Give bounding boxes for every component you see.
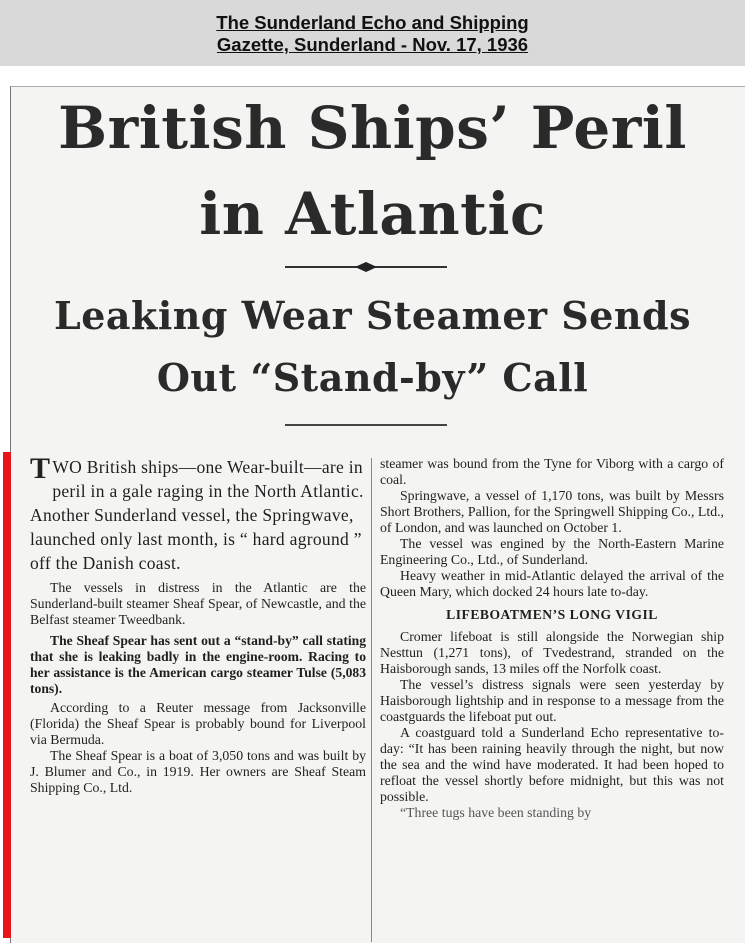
paragraph-vessels-in-distress: The vessels in distress in the Atlantic are the Sunderland-built steamer Sheaf Spear, of Newcastle, and the Belfast steamer Tweedbank. (30, 580, 366, 627)
paragraph-viborg-cargo: steamer was bound from the Tyne for Viborg with a cargo of coal. (380, 456, 724, 487)
paragraph-cromer-lifeboat: Cromer lifeboat is still alongside the Norwegian ship Nesttun (1,271 tons), of Tvedestrand, stranded on the Haisborough sands, 13 miles off the Norfolk coast. (380, 629, 724, 676)
column-right (380, 456, 724, 821)
paragraph-springwave: Springwave, a vessel of 1,170 tons, was built by Messrs Short Brothers, Pallion, for the Springwell Shipping Co., Ltd., of London, and was launched on October 1. (380, 488, 724, 535)
paragraph-queen-mary: Heavy weather in mid-Atlantic delayed the arrival of the Queen Mary, which docked 24 hours late to-day. (380, 568, 724, 599)
ornament-divider-icon (285, 260, 447, 274)
subheadline-line-2: Out “Stand-by” Call (156, 355, 589, 400)
highlight-marker (3, 452, 11, 938)
paragraph-coastguard-quote: A coastguard told a Sunderland Echo representative to-day: “It has been raining heavily through the night, but now the sea and the wind have moderated. It had been hoped to refloat the vessel shortly before midnight, but this was not possible. (380, 725, 724, 804)
drop-cap: T (30, 452, 51, 485)
page-title-line-1: The Sunderland Echo and Shipping (216, 12, 529, 33)
paragraph-engine-builder: The vessel was engined by the North-Eastern Marine Engineering Co., Ltd., of Sunderland. (380, 536, 724, 567)
headline-line-2: in Atlantic (199, 180, 546, 248)
column-left (30, 452, 366, 796)
lead-paragraph (30, 452, 366, 575)
paragraph-distress-signals: The vessel’s distress signals were seen yesterday by Haisborough lightship and in response to a message from the coastguards the lifeboat put out. (380, 677, 724, 724)
lead-text: WO British ships—one Wear-built—are in peril in a gale raging in the North Atlantic. Another Sunderland vessel, the Springwave, launched only last month, is “ hard aground ” off the Danish coast. (30, 457, 364, 573)
page-title (0, 12, 745, 56)
paragraph-tugs-cutoff: “Three tugs have been standing by (400, 805, 592, 820)
column-divider (371, 458, 372, 942)
page-title-line-2: Gazette, Sunderland - Nov. 17, 1936 (216, 34, 529, 55)
paragraph-standby-call: The Sheaf Spear has sent out a “stand-by” call stating that she is leaking badly in the engine-room. Racing to her assistance is the American cargo steamer Tulse (5,083 tons). (30, 633, 366, 696)
subheadline-line-1: Leaking Wear Steamer Sends (54, 293, 691, 338)
section-heading: LIFEBOATMEN’S LONG VIGIL (446, 607, 658, 622)
paragraph-reuter-message: According to a Reuter message from Jacksonville (Florida) the Sheaf Spear is probably bound for Liverpool via Bermuda. (30, 700, 366, 747)
headline-rule (285, 424, 447, 426)
headline-line-1: British Ships’ Peril (58, 94, 687, 162)
paragraph-sheaf-spear-details: The Sheaf Spear is a boat of 3,050 tons and was built by J. Blumer and Co., in 1919. Her owners are Sheaf Steam Shipping Co., Ltd. (30, 748, 366, 795)
